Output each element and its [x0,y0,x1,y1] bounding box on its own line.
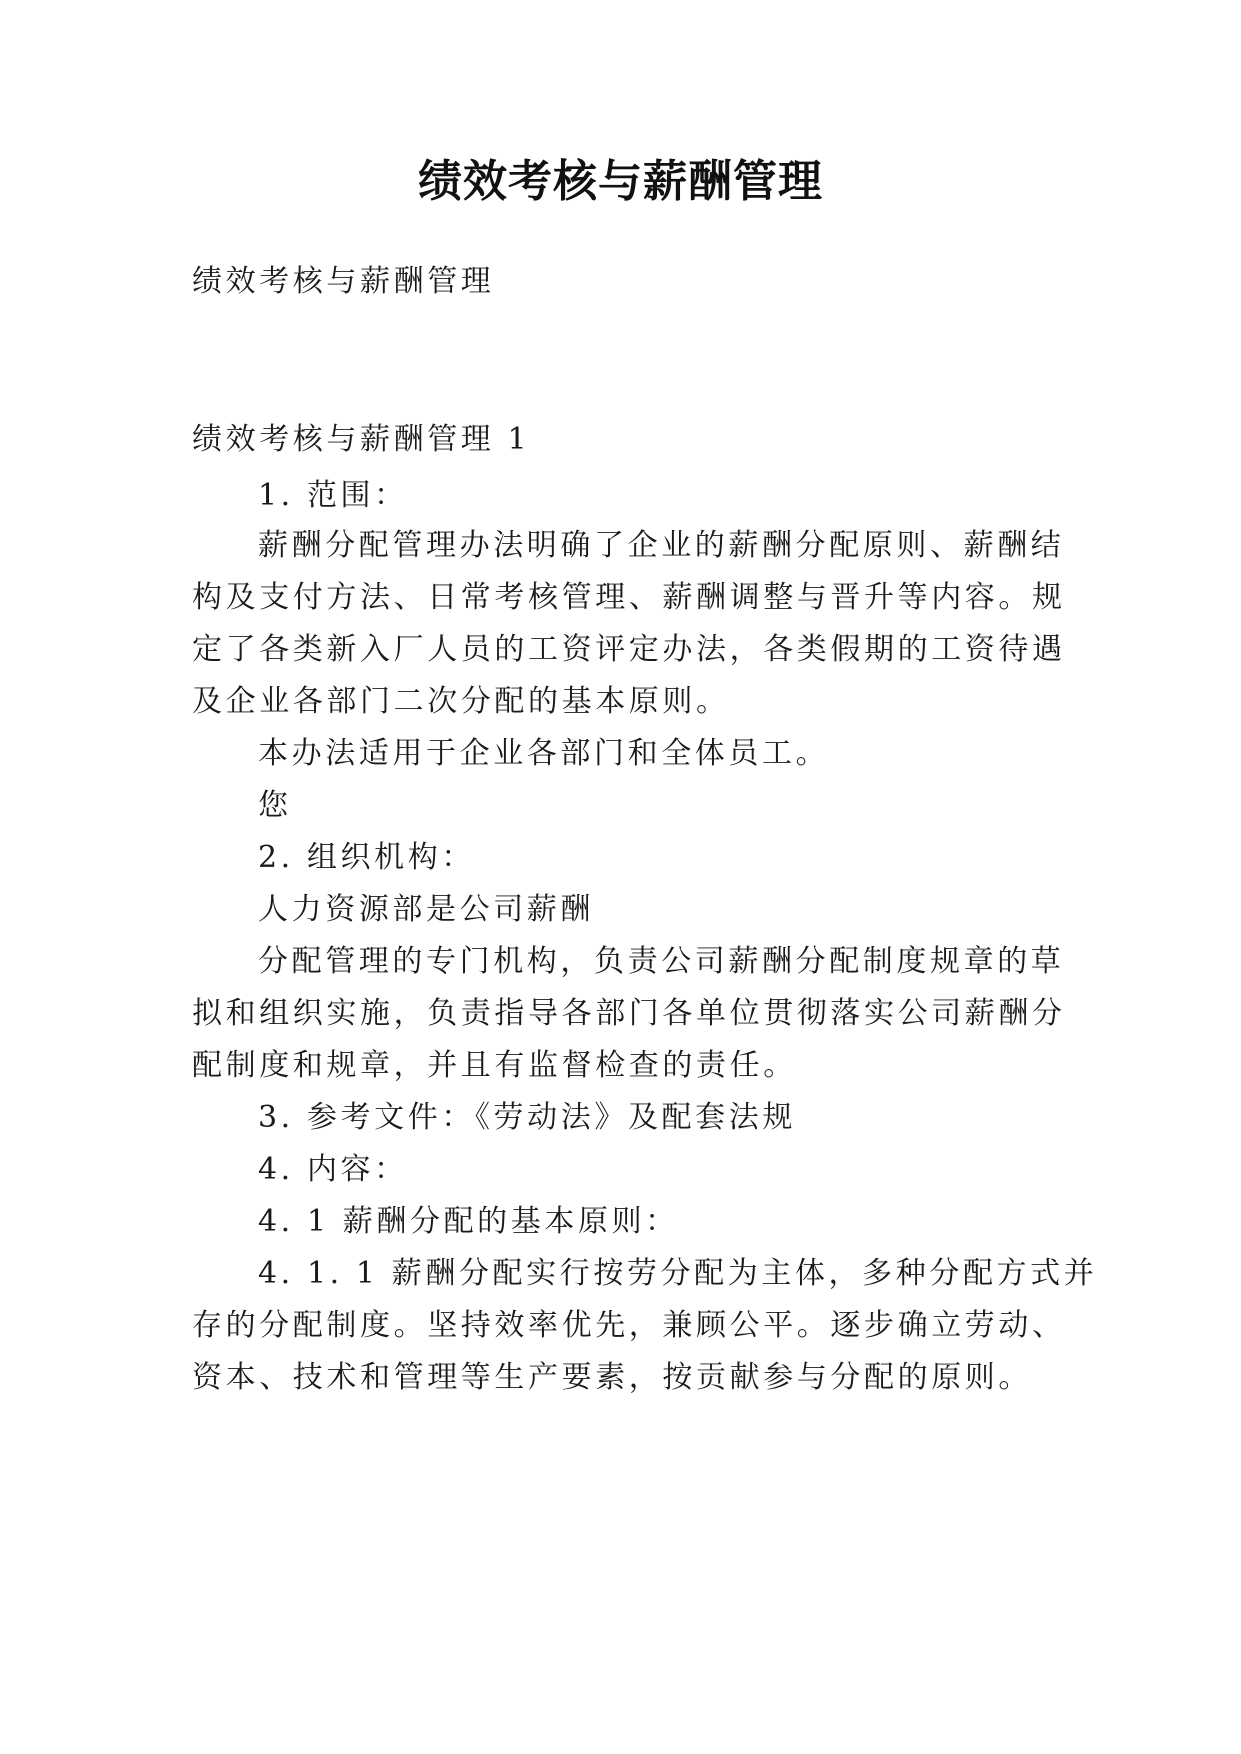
paragraph-line: 人力资源部是公司薪酬 [258,892,594,927]
paragraph-line: 4. 1. 1 薪酬分配实行按劳分配为主体，多种分配方式并 [258,1256,1098,1291]
section-heading: 绩效考核与薪酬管理 1 [192,422,531,457]
document-subtitle: 绩效考核与薪酬管理 [192,264,495,299]
paragraph-line: 您 [258,788,292,823]
paragraph-line: 及企业各部门二次分配的基本原则。 [192,684,730,719]
paragraph-line: 1. 范围： [258,478,408,513]
paragraph-line: 4. 内容： [258,1152,408,1187]
paragraph-line: 定了各类新入厂人员的工资评定办法，各类假期的工资待遇 [192,632,1066,667]
paragraph-line: 4. 1 薪酬分配的基本原则： [258,1204,679,1239]
document-title: 绩效考核与薪酬管理 [418,156,823,207]
paragraph-line: 拟和组织实施，负责指导各部门各单位贯彻落实公司薪酬分 [192,996,1066,1031]
paragraph-line: 配制度和规章，并且有监督检查的责任。 [192,1048,797,1083]
paragraph-line: 构及支付方法、日常考核管理、薪酬调整与晋升等内容。规 [192,580,1066,615]
paragraph-line: 本办法适用于企业各部门和全体员工。 [258,736,830,771]
paragraph-line: 存的分配制度。坚持效率优先，兼顾公平。逐步确立劳动、 [192,1308,1066,1343]
paragraph-line: 2. 组织机构： [258,840,475,875]
paragraph-line: 3. 参考文件：《劳动法》及配套法规 [258,1100,796,1135]
paragraph-line: 资本、技术和管理等生产要素，按贡献参与分配的原则。 [192,1360,1032,1395]
paragraph-line: 薪酬分配管理办法明确了企业的薪酬分配原则、薪酬结 [258,528,1065,563]
paragraph-line: 分配管理的专门机构，负责公司薪酬分配制度规章的草 [258,944,1065,979]
